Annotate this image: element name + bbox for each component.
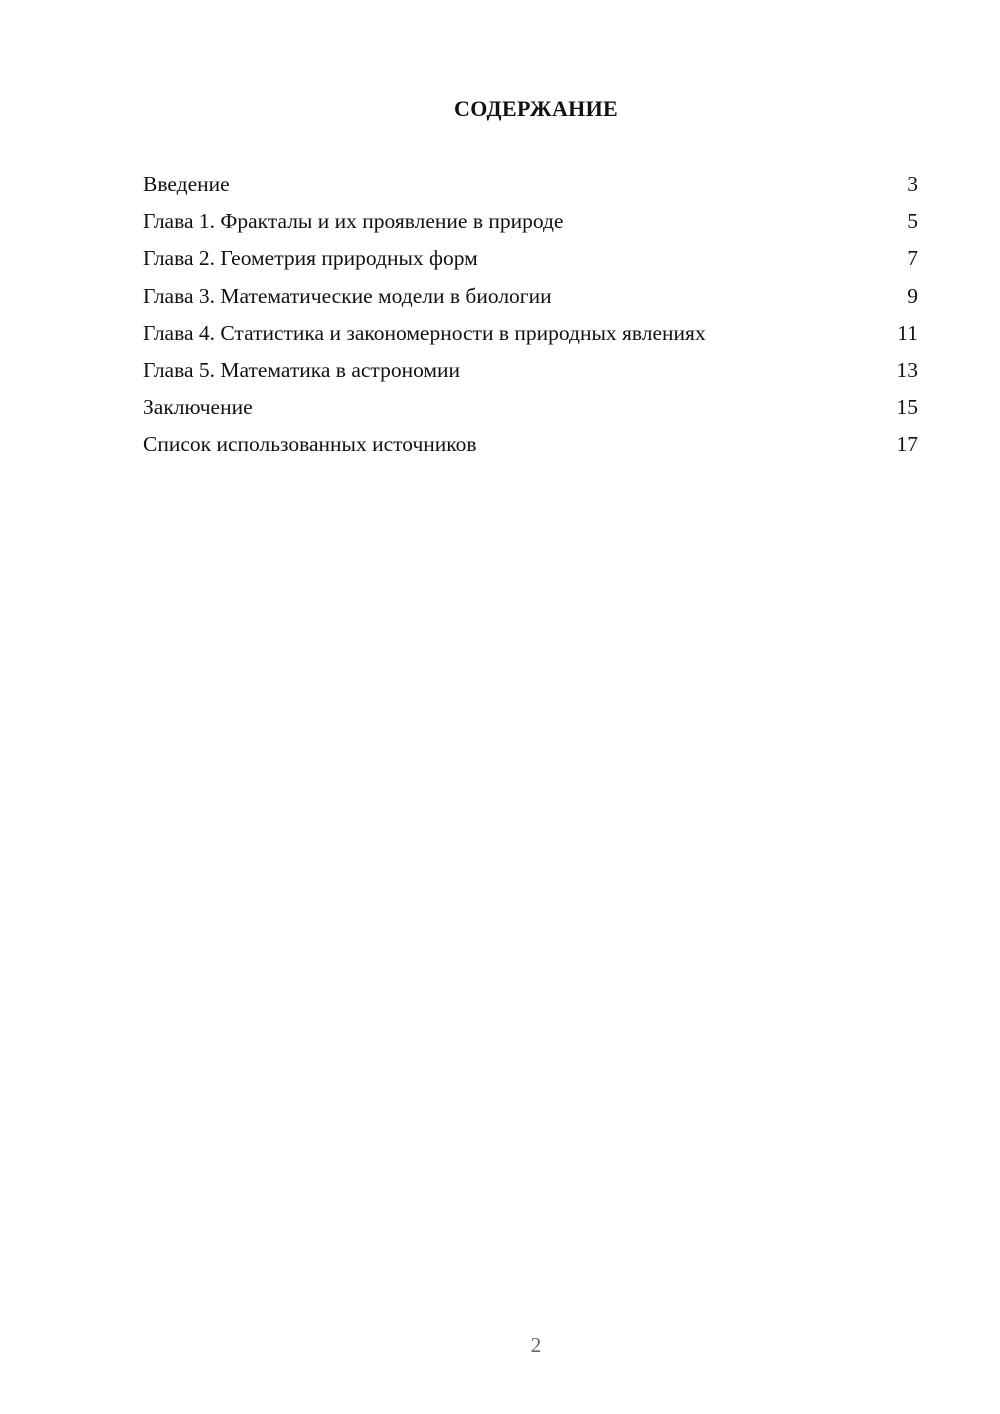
toc-item-page: 7: [907, 246, 918, 271]
toc-item-chapter-2: [143, 242, 918, 279]
toc-item-label: Список использованных источников: [143, 432, 477, 457]
table-of-contents: [143, 168, 918, 466]
toc-item-page: 9: [907, 283, 918, 308]
toc-item-page: 11: [897, 320, 918, 345]
toc-item-chapter-5: [143, 354, 918, 391]
toc-item-chapter-3: [143, 280, 918, 317]
toc-item-introduction: [143, 168, 918, 205]
toc-item-page: 5: [907, 209, 918, 234]
toc-item-label: Глава 1. Фракталы и их проявление в природе: [143, 209, 564, 234]
toc-item-chapter-4: [143, 317, 918, 354]
toc-item-references: [143, 428, 918, 465]
toc-item-label: Введение: [143, 172, 230, 196]
toc-item-page: 13: [896, 357, 918, 382]
toc-item-conclusion: [143, 391, 918, 428]
page-number: 2: [530, 1333, 542, 1357]
toc-item-label: Глава 5. Математика в астрономии: [143, 357, 461, 382]
toc-item-label: Глава 4. Статистика и закономерности в природных явлениях: [143, 320, 706, 345]
toc-title: СОДЕРЖАНИЕ: [454, 96, 618, 121]
toc-item-page: 17: [896, 432, 918, 457]
toc-item-label: Глава 2. Геометрия природных форм: [143, 246, 478, 271]
toc-item-page: 15: [896, 395, 918, 420]
toc-item-chapter-1: [143, 205, 918, 242]
toc-item-label: Глава 3. Математические модели в биологии: [143, 283, 552, 308]
toc-item-label: Заключение: [143, 395, 253, 420]
toc-item-page: 3: [907, 172, 918, 196]
